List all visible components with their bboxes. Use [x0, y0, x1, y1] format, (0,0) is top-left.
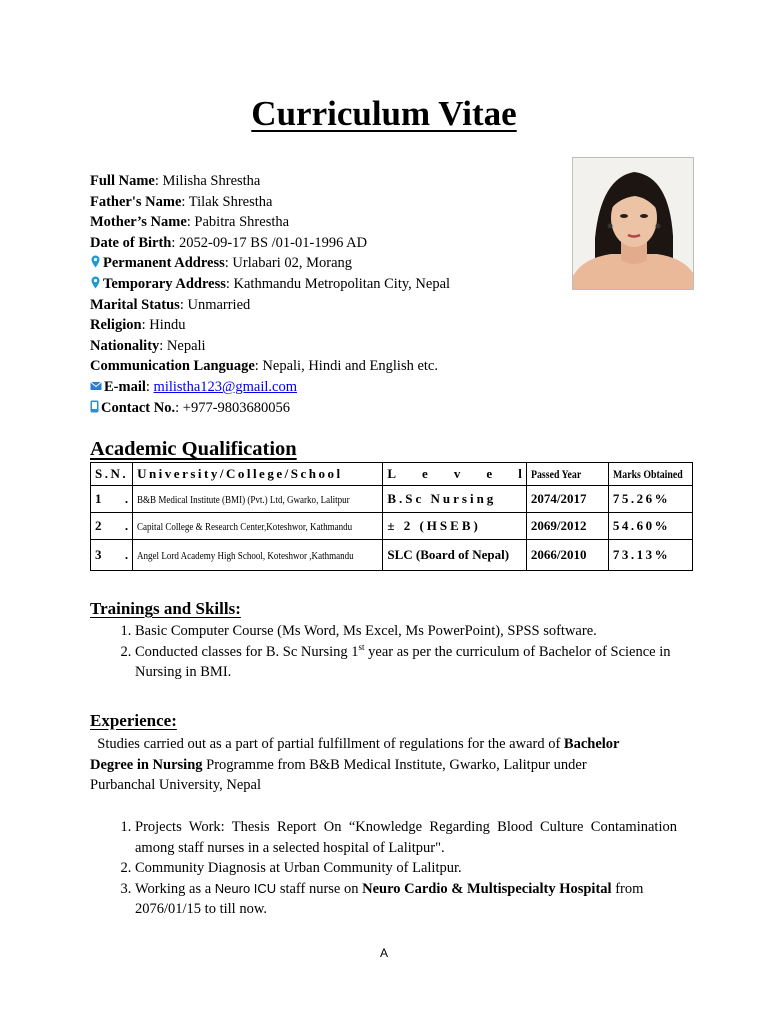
experience-list [90, 817, 677, 920]
cell-school [133, 513, 383, 540]
table-header-row [91, 463, 693, 486]
header-passed-year-text: Passed Year [530, 467, 582, 481]
dob-value: : 2052-09-17 BS /01-01-1996 AD [171, 234, 368, 251]
location-pin-icon [90, 255, 101, 268]
cell-school [133, 486, 383, 513]
table-row [91, 486, 693, 513]
header-level-letter: e [422, 466, 428, 481]
mother-value: : Pabitra Shrestha [186, 214, 290, 231]
email-link[interactable]: milistha123@gmail.com [153, 378, 297, 395]
training-sup: st [358, 641, 365, 652]
header-sn: S.N. [91, 463, 133, 486]
sn-number: 2 [95, 518, 102, 533]
nationality-value: : Nepali [159, 337, 206, 354]
full-name-value: : Milisha Shrestha [154, 173, 261, 189]
header-level [383, 463, 526, 486]
profile-photo [572, 157, 694, 290]
permanent-address-label: Permanent Address [103, 255, 225, 272]
header-level-letter: e [486, 466, 493, 481]
temporary-address-row [90, 274, 450, 295]
religion-row [90, 315, 450, 336]
list-item [135, 642, 677, 683]
academic-heading: Academic Qualification [90, 438, 297, 460]
experience-degree: Bachelor Degree in Nursing [90, 736, 620, 773]
experience-heading: Experience: [90, 711, 177, 730]
cell-level: SLC (Board of Nepal) [383, 540, 526, 571]
cell-level: ± 2 (HSEB) [383, 513, 526, 540]
marital-value: : Unmarried [179, 296, 251, 313]
email-row [90, 377, 450, 398]
list-item: 2. Community Diagnosis at Urban Community of Lalitpur. [135, 858, 677, 879]
temporary-address-value: : Kathmandu Metropolitan City, Nepal [225, 275, 451, 292]
school-name: B&B Medical Institute (BMI) (Pvt.) Ltd, Gwarko, Lalitpur [137, 495, 350, 506]
exp-text-c: from 2076/01/15 to till now. [135, 880, 644, 918]
nationality-row [90, 336, 450, 357]
list-item: 1. Basic Computer Course (Ms Word, Ms Excel, Ms PowerPoint), SPSS software. [135, 621, 677, 642]
sn-dot: . [124, 547, 129, 562]
cell-marks: 75.26% [608, 486, 692, 513]
personal-details [90, 171, 450, 418]
email-label: E-mail [104, 378, 146, 395]
permanent-address-value: : Urlabari 02, Morang [224, 255, 353, 272]
experience-paragraph [90, 734, 650, 796]
exp-hospital: Neuro Cardio & Multispecialty Hospital [362, 880, 612, 897]
contact-row [90, 398, 450, 419]
portrait-image [573, 158, 694, 290]
sn-dot: . [124, 491, 129, 506]
exp-text-a: Working as a [135, 880, 215, 897]
full-name-label: Full Name [90, 173, 155, 189]
header-level-letter: L [387, 466, 397, 481]
header-marks-text: Marks Obtained [612, 467, 683, 481]
list-item: 1. Projects Work: Thesis Report On “Knowledge Regarding Blood Culture Contamination among staff nurses in a selected hospital of Lalitpur". [135, 817, 677, 858]
language-label: Communication Language [90, 358, 255, 375]
table-row [91, 540, 693, 571]
cell-school [133, 540, 383, 571]
page-title: Curriculum Vitae [251, 94, 517, 133]
location-pin-icon [90, 276, 101, 289]
language-value: : Nepali, Hindi and English etc. [254, 358, 438, 375]
mother-row [90, 212, 450, 233]
mother-label: Mother’s Name [90, 214, 187, 231]
trainings-heading: Trainings and Skills: [90, 599, 241, 618]
email-separator: : [145, 378, 154, 395]
header-university: University/College/School [133, 463, 383, 486]
father-value: : Tilak Shrestha [181, 193, 273, 210]
list-item [135, 879, 677, 920]
cell-year: 2074/2017 [526, 486, 608, 513]
marital-row [90, 295, 450, 316]
experience-text-b: Programme from B&B Medical Institute, Gwarko, Lalitpur under Purbanchal University, Nepal [90, 756, 587, 794]
contact-label: Contact No. [101, 399, 176, 416]
experience-text-a: Studies carried out as a part of partial fulfillment of regulations for the award of [97, 736, 564, 752]
school-name: Angel Lord Academy High School, Koteshwor ,Kathmandu [137, 551, 354, 562]
cell-year: 2069/2012 [526, 513, 608, 540]
dob-label: Date of Birth [90, 234, 172, 251]
table-row [91, 513, 693, 540]
page-footer: A [379, 946, 388, 960]
exp-text-b: staff nurse on [276, 880, 363, 897]
marital-label: Marital Status [90, 296, 180, 313]
training-text-b: year as per the curriculum of Bachelor of Science in Nursing in BMI. [135, 643, 671, 681]
phone-icon [90, 400, 99, 413]
father-row [90, 192, 450, 213]
trainings-list [90, 621, 677, 683]
cell-sn [91, 540, 133, 571]
header-passed-year [526, 463, 608, 486]
cell-level: B.Sc Nursing [383, 486, 526, 513]
language-row [90, 356, 450, 377]
training-text-a: Conducted classes for B. Sc Nursing 1 [135, 643, 359, 660]
permanent-address-row [90, 253, 450, 274]
cell-sn [91, 513, 133, 540]
religion-value: : Hindu [141, 317, 186, 334]
full-name-row [90, 171, 450, 192]
contact-value: : +977-9803680056 [175, 399, 291, 416]
father-label: Father's Name [90, 193, 182, 210]
envelope-icon [90, 379, 102, 392]
religion-label: Religion [90, 317, 142, 334]
sn-number: 3 [95, 547, 102, 562]
dob-row [90, 233, 450, 254]
header-level-letter: l [518, 466, 522, 481]
temporary-address-label: Temporary Address [103, 275, 226, 292]
exp-role: Neuro ICU [214, 880, 277, 896]
cell-marks: 73.13% [608, 540, 692, 571]
academic-table [90, 462, 693, 571]
cell-marks: 54.60% [608, 513, 692, 540]
cell-year: 2066/2010 [526, 540, 608, 571]
header-level-letter: v [453, 466, 461, 481]
sn-dot: . [124, 518, 129, 533]
cell-sn [91, 486, 133, 513]
school-name: Capital College & Research Center,Koteshwor, Kathmandu [137, 522, 353, 533]
header-marks [608, 463, 692, 486]
sn-number: 1 [95, 491, 102, 506]
nationality-label: Nationality [90, 337, 160, 354]
